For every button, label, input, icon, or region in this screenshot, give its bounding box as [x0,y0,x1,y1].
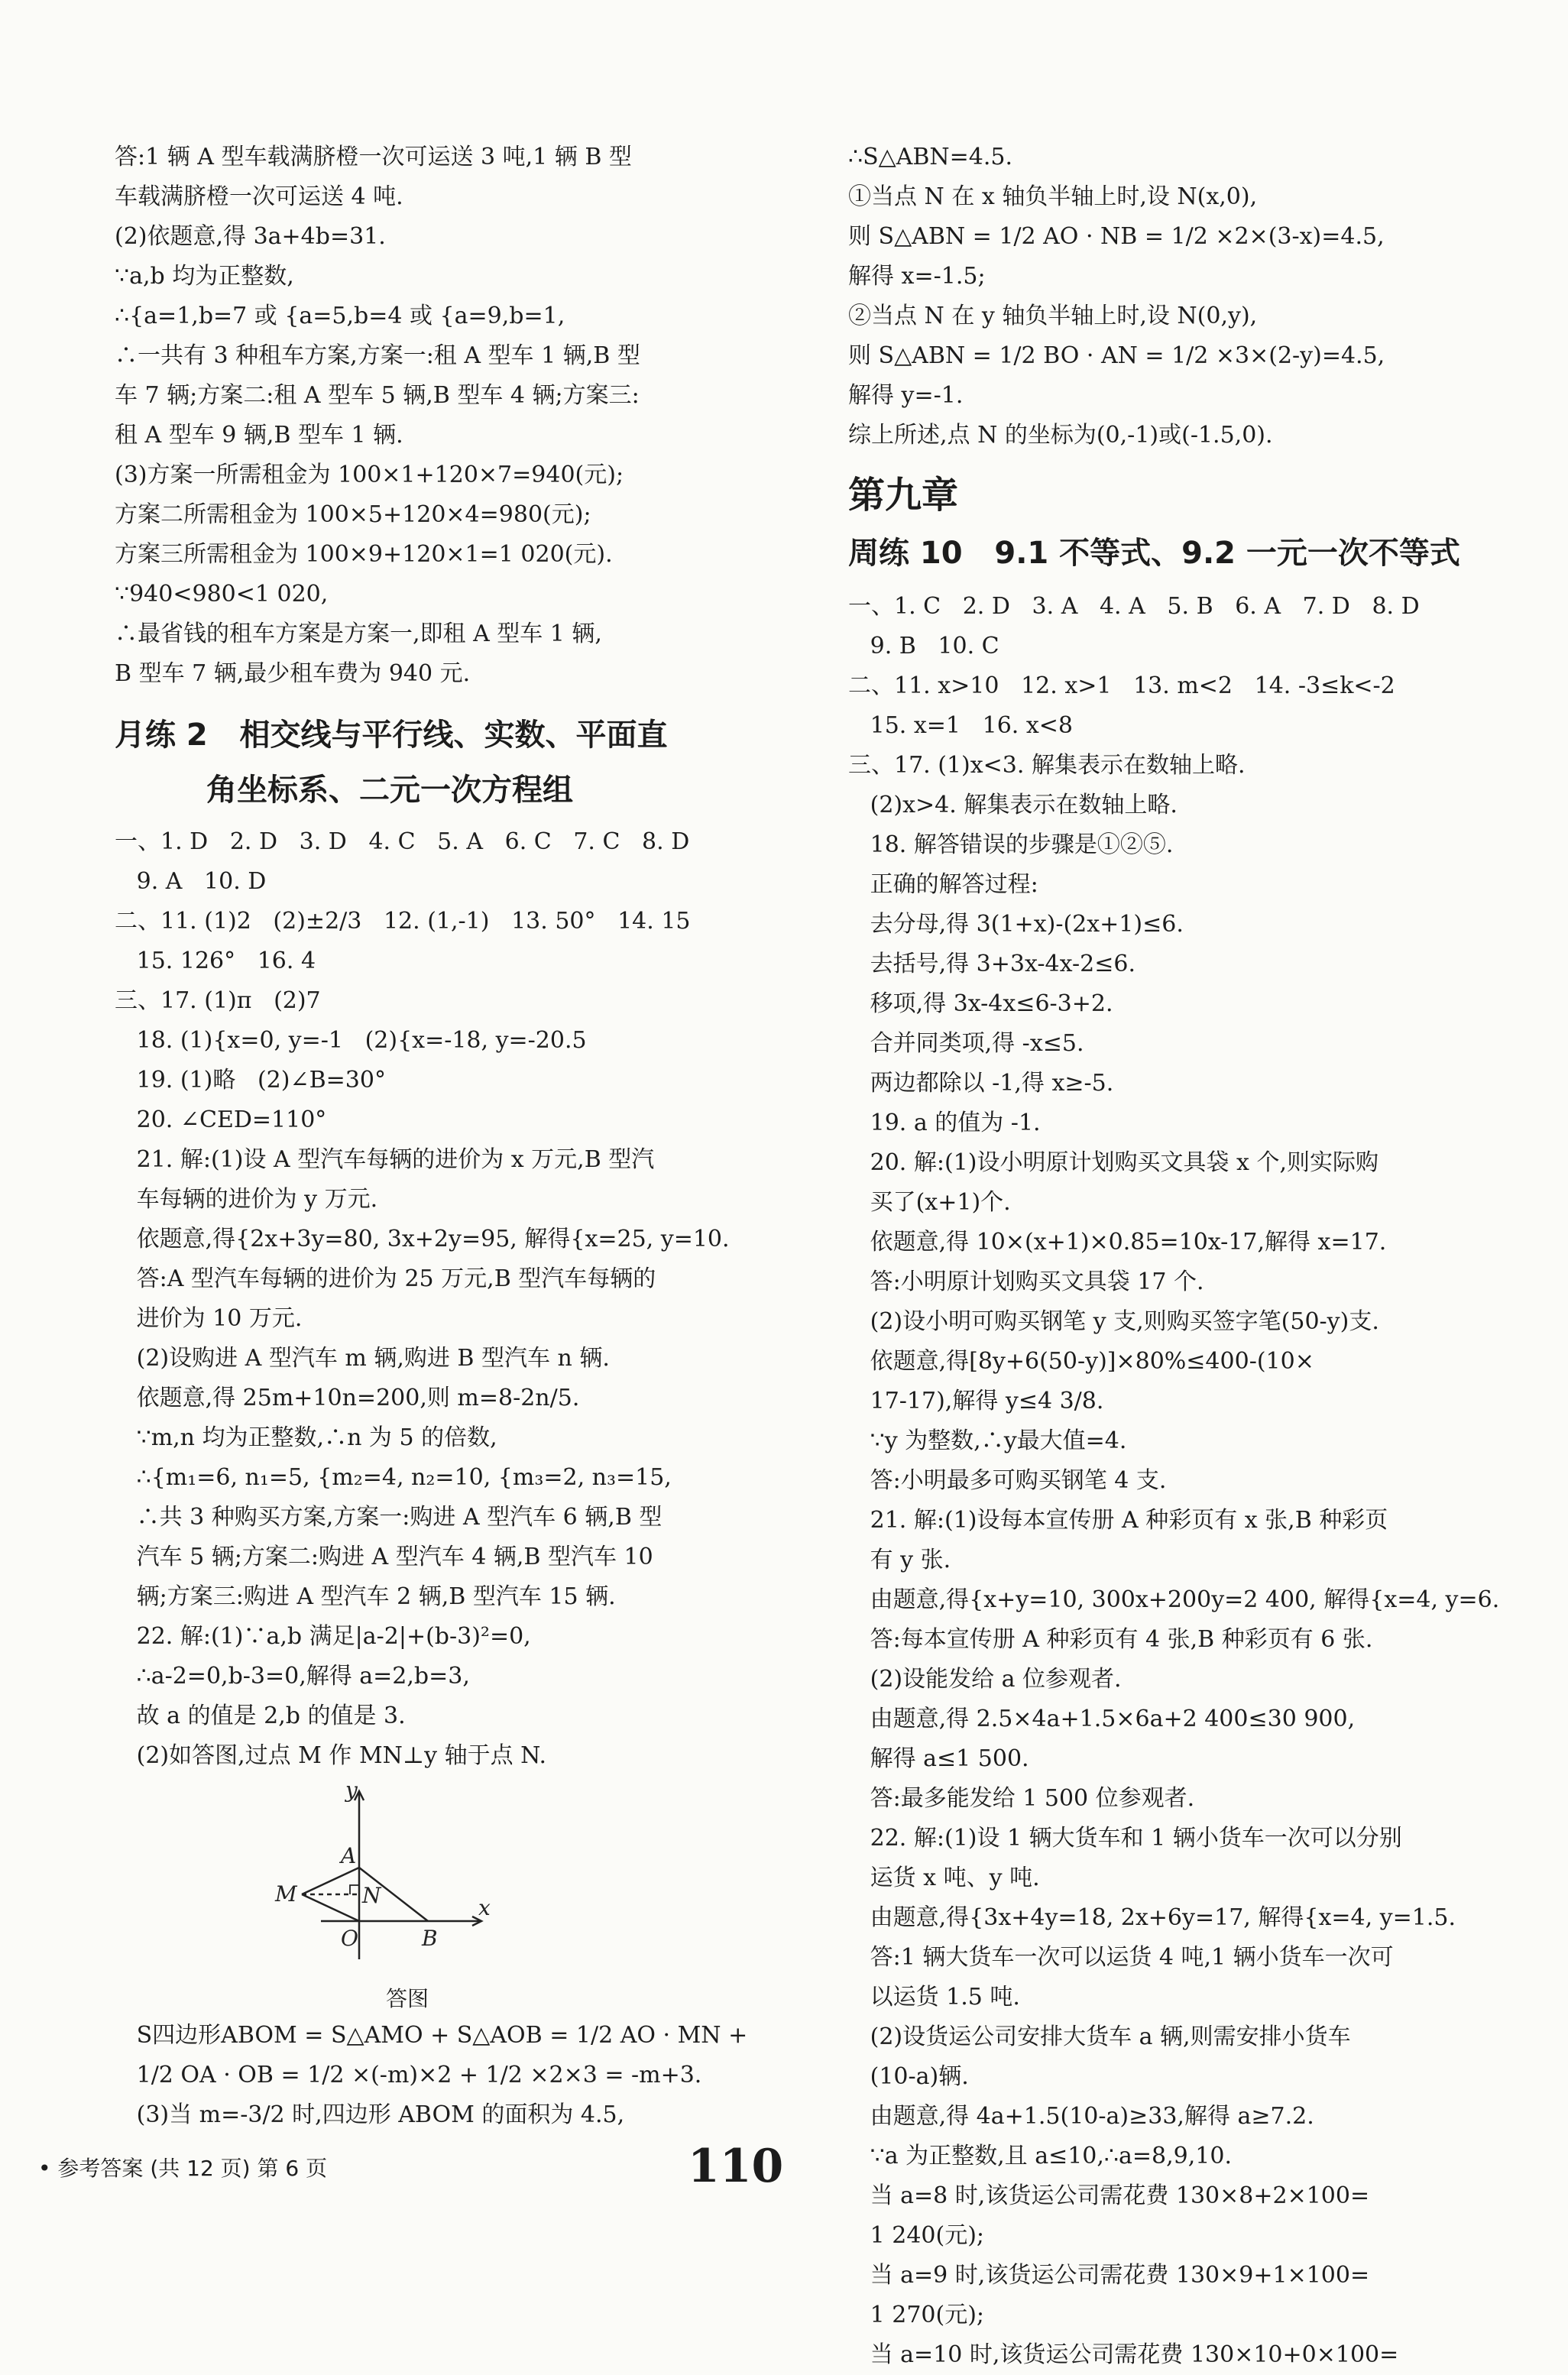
right-answer-block-a [848,138,1444,455]
answer-line: (2)设货运公司安排大货车 a 辆,则需安排小货车 [848,2023,1351,2050]
label-x: x [478,1895,491,1920]
answer-line: 17-17),解得 y≤4 3/8. [848,1388,1104,1414]
chapter-title: 第九章 [848,474,959,517]
answer-line: 21. 解:(1)设每本宣传册 A 种彩页有 x 张,B 种彩页 [848,1507,1388,1534]
answer-line: (2)依题意,得 3a+4b=31. [115,223,386,250]
answer-line: 当 a=10 时,该货运公司需花费 130×10+0×100= [848,2341,1399,2368]
answer-line: 综上所述,点 N 的坐标为(0,-1)或(-1.5,0). [848,422,1273,449]
answer-line: 解得 x=-1.5; [848,263,986,290]
answer-line: 1 270(元); [848,2302,985,2328]
answer-line: 依题意,得 25m+10n=200,则 m=8-2n/5. [115,1385,580,1411]
answer-line: 三、17. (1)x<3. 解集表示在数轴上略. [848,752,1246,779]
answer-line: 一、1. D 2. D 3. D 4. C 5. A 6. C 7. C 8. D [115,828,690,855]
answer-line: 二、11. x>10 12. x>1 13. m<2 14. -3≤k<-2 [848,672,1395,699]
answer-line: 一、1. C 2. D 3. A 4. A 5. B 6. A 7. D 8. D [848,593,1420,620]
answer-line: (10-a)辆. [848,2063,969,2090]
answer-line: 解得 y=-1. [848,382,964,409]
segment-mo [302,1894,359,1921]
answer-line: (2)x>4. 解集表示在数轴上略. [848,792,1178,818]
answer-line: 由题意,得 2.5×4a+1.5×6a+2 400≤30 900, [848,1706,1356,1732]
answer-line: 两边都除以 -1,得 x≥-5. [848,1070,1114,1097]
label-a: A [341,1843,357,1868]
answer-line: 依题意,得 10×(x+1)×0.85=10x-17,解得 x=17. [848,1229,1387,1256]
answer-line: 21. 解:(1)设 A 型汽车每辆的进价为 x 万元,B 型汽 [115,1146,655,1173]
answer-line: 18. (1){x=0, y=-1 (2){x=-18, y=-20.5 [115,1027,587,1054]
answer-line: 22. 解:(1)设 1 辆大货车和 1 辆小货车一次可以分别 [848,1825,1402,1852]
left-answer-block-b [115,822,730,1776]
answer-line: 答:小明原计划购买文具袋 17 个. [848,1269,1204,1295]
answer-line: 方案三所需租金为 100×9+120×1=1 020(元). [115,541,613,568]
answer-line: ∴{m₁=6, n₁=5, {m₂=4, n₂=10, {m₃=2, n₃=15, [115,1464,672,1491]
answer-line: 9. B 10. C [848,633,999,659]
section-title-monthly-2-line1: 月练 2 相交线与平行线、实数、平面直 [115,718,668,753]
answer-line: B 型车 7 辆,最少租车费为 940 元. [115,660,471,687]
answer-line: 以运货 1.5 吨. [848,1984,1020,2010]
answer-line: 答:1 辆 A 型车载满脐橙一次可运送 3 吨,1 辆 B 型 [115,144,632,170]
diagram-caption: 答图 [386,1986,429,2011]
answer-line: 依题意,得[8y+6(50-y)]×80%≤400-(10× [848,1348,1314,1375]
left-column [115,138,748,2135]
answer-line: 22. 解:(1)∵a,b 满足|a-2|+(b-3)²=0, [115,1623,531,1650]
answer-line: ∴a-2=0,b-3=0,解得 a=2,b=3, [115,1663,470,1690]
answer-line: 18. 解答错误的步骤是①②⑤. [848,831,1174,858]
right-column [848,138,1500,2375]
footer-text: • 参考答案 (共 12 页) 第 6 页 [38,2156,328,2181]
answer-line: (2)设购进 A 型汽车 m 辆,购进 B 型汽车 n 辆. [115,1345,610,1372]
answer-line: 车每辆的进价为 y 万元. [115,1186,378,1213]
coordinate-diagram [275,1777,491,1982]
answer-line: 合并同类项,得 -x≤5. [848,1030,1084,1057]
answer-line: 1/2 OA · OB = 1/2 ×(-m)×2 + 1/2 ×2×3 = -m+3. [115,2062,702,2088]
answer-line: 车 7 辆;方案二:租 A 型车 5 辆,B 型车 4 辆;方案三: [115,382,640,409]
answer-line: (2)设小明可购买钢笔 y 支,则购买签字笔(50-y)支. [848,1308,1379,1335]
answer-line: 20. ∠CED=110° [115,1106,327,1133]
answer-line: 解得 a≤1 500. [848,1745,1029,1772]
left-answer-block-a [115,138,665,694]
answer-line: 则 S△ABN = 1/2 BO · AN = 1/2 ×3×(2-y)=4.5, [848,342,1385,369]
label-b: B [422,1926,438,1951]
answer-line: 由题意,得{3x+4y=18, 2x+6y=17, 解得{x=4, y=1.5. [848,1904,1456,1931]
section-title-monthly-2-line2: 角坐标系、二元一次方程组 [206,773,573,808]
answer-line: 方案二所需租金为 100×5+120×4=980(元); [115,501,591,528]
answer-line: S四边形ABOM = S△AMO + S△AOB = 1/2 AO · MN + [115,2022,748,2049]
page-number: 110 [688,2140,784,2193]
answer-line: ∵y 为整数,∴y最大值=4. [848,1427,1127,1454]
answer-line: 买了(x+1)个. [848,1189,1011,1216]
answer-line: 汽车 5 辆;方案二:购进 A 型汽车 4 辆,B 型汽车 10 [115,1544,653,1570]
answer-line: ∴最省钱的租车方案是方案一,即租 A 型车 1 辆, [115,620,602,647]
answer-line: 由题意,得{x+y=10, 300x+200y=2 400, 解得{x=4, y=6. [848,1586,1500,1613]
answer-line: 正确的解答过程: [848,871,1038,898]
answer-line: (3)当 m=-3/2 时,四边形 ABOM 的面积为 4.5, [115,2101,625,2128]
answer-line: 当 a=8 时,该货运公司需花费 130×8+2×100= [848,2182,1370,2209]
answer-line: ∵a 为正整数,且 a≤10,∴a=8,9,10. [848,2143,1232,2169]
label-m: M [275,1881,297,1907]
answer-line: 移项,得 3x-4x≤6-3+2. [848,990,1113,1017]
left-answer-block-c [115,2016,748,2135]
answer-line: ∴{a=1,b=7 或 {a=5,b=4 或 {a=9,b=1, [115,303,565,329]
answer-line: 19. (1)略 (2)∠B=30° [115,1067,386,1094]
answer-line: (3)方案一所需租金为 100×1+120×7=940(元); [115,462,624,488]
answer-line: 答:每本宣传册 A 种彩页有 4 张,B 种彩页有 6 张. [848,1626,1373,1653]
answer-line: 当 a=9 时,该货运公司需花费 130×9+1×100= [848,2262,1370,2289]
label-n: N [362,1883,381,1908]
answer-line: ∵940<980<1 020, [115,581,329,608]
answer-line: 租 A 型车 9 辆,B 型车 1 辆. [115,422,403,449]
answer-line: 答:小明最多可购买钢笔 4 支. [848,1467,1167,1494]
answer-line: 答:A 型汽车每辆的进价为 25 万元,B 型汽车每辆的 [115,1265,656,1292]
answer-line: 答:最多能发给 1 500 位参观者. [848,1785,1195,1812]
section-title-weekly-10: 周练 10 9.1 不等式、9.2 一元一次不等式 [848,536,1460,571]
answer-line: ∴一共有 3 种租车方案,方案一:租 A 型车 1 辆,B 型 [115,342,640,369]
answer-line: ∴S△ABN=4.5. [848,144,1013,170]
answer-line: 去分母,得 3(1+x)-(2x+1)≤6. [848,911,1184,938]
answer-line: (2)如答图,过点 M 作 MN⊥y 轴于点 N. [115,1742,547,1769]
answer-line: 15. 126° 16. 4 [115,948,316,974]
answer-line: 20. 解:(1)设小明原计划购买文具袋 x 个,则实际购 [848,1149,1378,1176]
answer-line: 1 240(元); [848,2222,985,2249]
answer-line: ∴共 3 种购买方案,方案一:购进 A 型汽车 6 辆,B 型 [115,1504,663,1531]
answer-line: 有 y 张. [848,1547,951,1573]
answer-line: 依题意,得{2x+3y=80, 3x+2y=95, 解得{x=25, y=10. [115,1226,730,1252]
label-y: y [345,1777,358,1803]
answer-line: 运货 x 吨、y 吨. [848,1865,1040,1891]
answer-line: 辆;方案三:购进 A 型汽车 2 辆,B 型汽车 15 辆. [115,1583,616,1610]
answer-line: ②当点 N 在 y 轴负半轴上时,设 N(0,y), [848,303,1258,329]
answer-line: 则 S△ABN = 1/2 AO · NB = 1/2 ×2×(3-x)=4.5, [848,223,1385,250]
right-angle-mark [350,1885,359,1894]
answer-line: 二、11. (1)2 (2)±2/3 12. (1,-1) 13. 50° 14. 15 [115,908,691,935]
answer-line: 9. A 10. D [115,868,267,895]
answer-line: ∵m,n 均为正整数,∴n 为 5 的倍数, [115,1424,497,1451]
answer-line: ∵a,b 均为正整数, [115,263,294,290]
right-answer-block-b [848,587,1500,2375]
answer-line: 由题意,得 4a+1.5(10-a)≥33,解得 a≥7.2. [848,2103,1314,2130]
answer-line: 三、17. (1)π (2)7 [115,987,321,1014]
answer-line: 15. x=1 16. x<8 [848,712,1073,739]
label-o: O [341,1926,358,1951]
answer-line: ①当点 N 在 x 轴负半轴上时,设 N(x,0), [848,183,1258,210]
answer-line: 故 a 的值是 2,b 的值是 3. [115,1703,406,1729]
answer-line: 19. a 的值为 -1. [848,1110,1041,1136]
page-footer [0,2140,1568,2201]
answer-line: 去括号,得 3+3x-4x-2≤6. [848,951,1136,977]
answer-line: 车载满脐橙一次可运送 4 吨. [115,183,403,210]
answer-line: 进价为 10 万元. [115,1305,303,1332]
answer-line: 答:1 辆大货车一次可以运货 4 吨,1 辆小货车一次可 [848,1944,1394,1971]
answer-line: (2)设能发给 a 位参观者. [848,1666,1122,1693]
